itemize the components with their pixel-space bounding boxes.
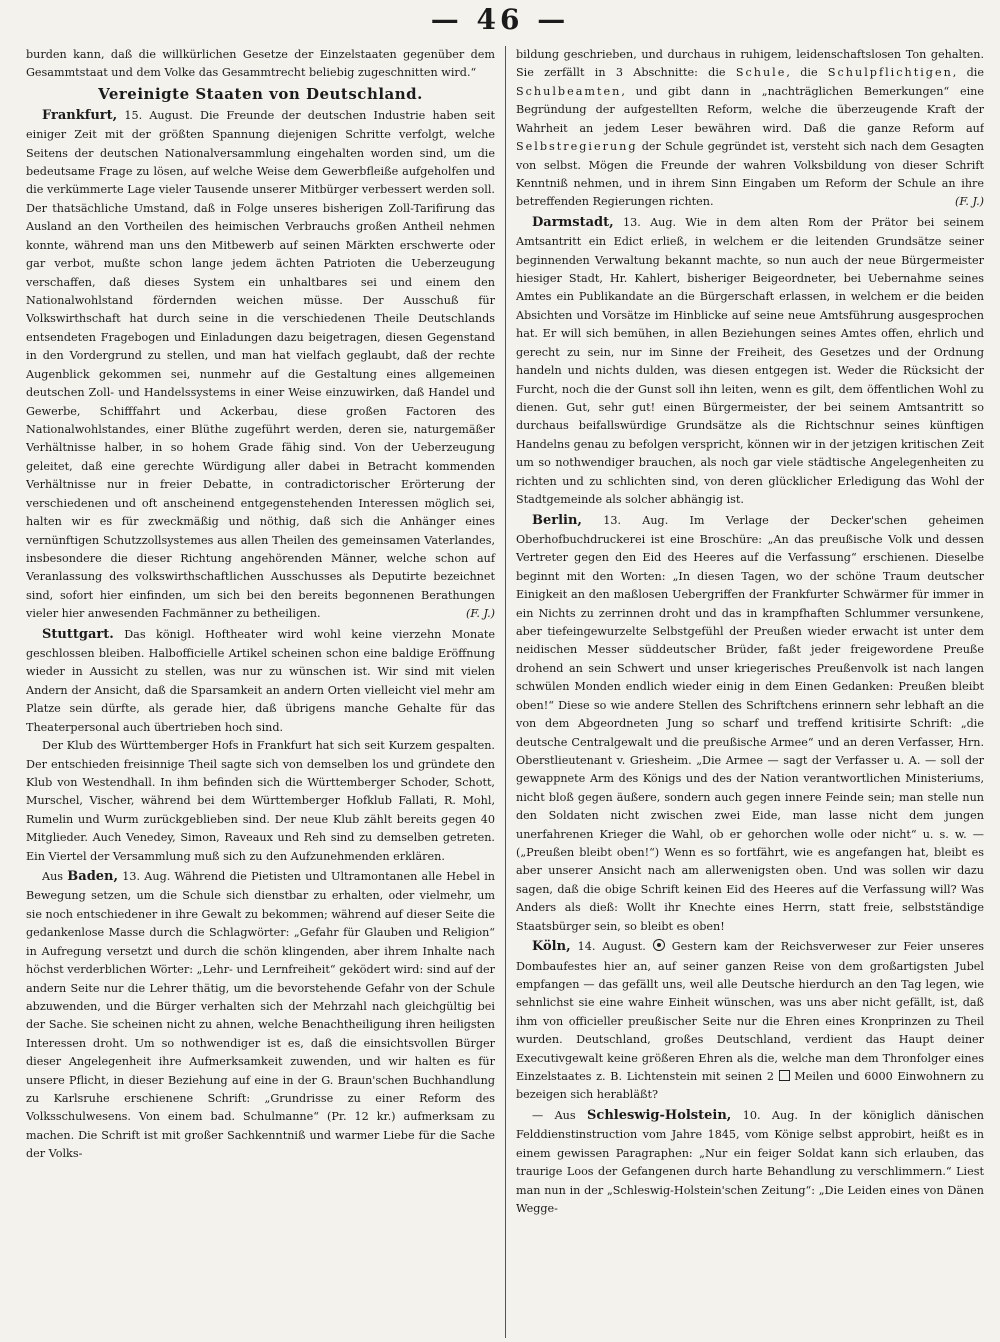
article-koeln (516, 936, 984, 1105)
dateline-place: Darmstadt, (532, 214, 614, 230)
article-baden (26, 866, 495, 1164)
emphasis: Selbstregierung (516, 140, 638, 154)
circle-dot-icon (653, 939, 665, 951)
square-mile-icon (779, 1070, 790, 1081)
article-klub: Der Klub des Württemberger Hofs in Frankfurt hat sich seit Kurzem gespalten. Der entschieden freisinnige Theil sagte sich von demselben los und gründete den Klub von Westendhall. In ihm befinden sich die Württemberger Schoder, Schott, Murschel, Vischer, während bei dem Württemberger Hofklub Fallati, R. Mohl, Rumelin und Wurm zurückgeblieben sind. Der neue Klub zählt bereits gegen 40 Mitglieder. Auch Venedey, Simon, Raveaux und Reh sind zu demselben getreten. Ein Viertel der Versammlung muß sich zu den Aufzunehmenden erklären. (26, 739, 495, 863)
article-continuation: burden kann, daß die willkürlichen Gesetze der Einzelstaaten gegenüber dem Gesammtstaat und dem Volke das Gesammtrecht beliebig zugeschnitten wird.“ (26, 48, 495, 80)
emphasis: Schule (735, 66, 787, 80)
article-berlin (516, 510, 984, 937)
article-text: 10. Aug. In der königlich dänischen Felddienstinstruction vom Jahre 1845, vom Könige selbst approbirt, heißt es in einem gewissen Paragraphen: „Nur ein feiger Soldat kann sich erlauben, das traurige Loos der Gefangenen durch harte Behandlung zu verschlimmern.“ Liest man nun in der „Schleswig-Holstein'schen Zeitung“: „Die Leiden eines von Dänen Wegge- (516, 1108, 984, 1215)
dateline-place: Baden, (67, 869, 119, 885)
article-text: 13. Aug. Im Verlage der Decker'schen geheimen Oberhofbuchdruckerei ist eine Broschüre: „An das preußische Volk und dessen Vertreter gegen den Eid des Heeres auf die Verfassung“ erschienen. Dieselbe beginnt mit den Worten: „In diesen Tagen, wo der schöne Traum deutscher Einigkeit an den maßlosen Uebergriffen der Frankfurter Schwärmer für immer in ein Nichts zu zerrinnen droht und das in krampfhaften Schlummer versunkene, aber tiefeingewurzelte Selbstgefühl der Preußen wieder erwacht ist unter dem neidischen Messer süddeutscher Brüder, faßt jeder freigewordene Preuße drohend an sein Schwert und unser kriegerisches Preußenvolk ist nach langen schwülen Monden endlich wieder einig in dem Einen Gedanken: Preußen bleibt oben!“ Diese so wie andere Stellen des Schriftchens erinnern sehr lebhaft an die von dem Abgeordneten Jung so scharf und treffend kritisirte Schrift: „die deutsche Centralgewalt und die preußische Armee“ und an deren Verfasser, Hrn. Oberstlieutenant v. Griesheim. „Die Armee — sagt der Verfasser u. A. — soll der gewappnete Arm des Königs und des der Nation verantwortlichen Ministeriums, nicht bloß gegen äußere, sondern auch gegen innere Feinde sein; man stelle nun den Soldaten nicht zwischen zwei Eide, man lasse nicht dem jungen unerfahrenen Krieger die Wahl, ob er gehorchen wolle oder nicht“ u. s. w. — („Preußen bleibt oben!“) Wenn es so fortfährt, wie es angefangen hat, bleibt es aber unserer Ansicht nach am allerwenigsten oben. Und was sollen wir dazu sagen, daß die obige Schrift keinen Eid des Heeres auf die Verfassung will? Was Anders als dieß: Wollt ihr Knechte eines Herrn, statt freie, selbstständige Staatsbürger sein, so bleibt es oben! (516, 513, 984, 933)
emphasis: Schulpflichtigen (827, 66, 953, 80)
dateline-lead: Aus (42, 870, 68, 884)
article-text: Das königl. Hoftheater wird wohl keine vierzehn Monate geschlossen bleiben. Halbofficielle Artikel scheinen schon eine baldige Eröffnung wieder in Aussicht zu stellen, was nur zu wünschen ist. Wir sind mit vielen Andern der Ansicht, daß die Sparsamkeit an andern Orten vielleicht viel mehr am Platze sein dürfte, als gerade hier, daß übrigens manche Gehalte für das Theaterpersonal auch übertrieben hoch sind. (26, 627, 495, 734)
left-column (26, 46, 505, 1338)
article-text: 13. Aug. Während die Pietisten und Ultramontanen alle Hebel in Bewegung setzen, um die Schule sich dienstbar zu erhalten, oder vielmehr, um sie noch entschiedener in ihre Gewalt zu bekommen; während auf dieser Seite die gedankenlose Masse durch die Schlagwörter: „Gefahr für Glauben und Religion“ in Aufregung versetzt und durch die schön klingenden, aber ihrem Inhalte nach höchst verderblichen Wörter: „Lehr- und Lernfreiheit“ geködert wird: sind auf der andern Seite nur die Lehrer thätig, um die bevorstehende Gefahr von der Schule abzuwenden, und die Bürger verhalten sich der Mehrzahl nach gleichgültig bei der Sache. Sie scheinen nicht zu ahnen, welche Benachtheiligung ihren heiligsten Interessen droht. Um so nothwendiger ist es, daß die einsichtsvollen Bürger dieser Angelegenheit ihre Aufmerksamkeit zuwenden, und wir halten es für unsere Pflicht, in dieser Beziehung auf eine in der G. Braun'schen Buchhandlung zu Karlsruhe erschienene Schrift: „Grundrisse zu einer Reform des Volksschulwesens. Von einem bad. Schulmanne“ (Pr. 12 kr.) aufmerksam zu machen. Die Schrift ist mit großer Sachkenntniß und warmer Liebe für die Sache der Volks- (26, 870, 495, 1161)
dateline-place: Schleswig-Holstein, (587, 1107, 732, 1123)
article-frankfurt (26, 105, 495, 624)
text-run: , die (786, 66, 828, 80)
dateline-date: 14. August. (570, 940, 653, 954)
article-text: 15. August. Die Freunde der deutschen Industrie haben seit einiger Zeit mit der größten Spannung diejenigen Schritte verfolgt, welche Seitens der deutschen Nationalversammlung eingehalten worden sind, um die bedeutsame Frage zu lösen, auf welche Weise dem Gewerbfleiße aufgeholfen und die verkümmerte Lage vieler Tausende unserer Mitbürger verbessert werden soll. Der thatsächliche Umstand, daß in Folge unseres bisherigen Zoll-Tarifirung das Ausland an den Vortheilen des heimischen Verbrauchs großen Antheil nehmen konnte, während man uns den Mitbewerb auf seinen Märkten erschwerte oder gar verbot, mußte schon lange jedem ächten Patrioten die Ueberzeugung verschaffen, daß dieses System ein unhaltbares sei und einem den Nationalwohlstand fördernden weichen müsse. Der Ausschuß für Volkswirthschaft hat durch seine in die verschiedenen Theile Deutschlands entsendeten Fragebogen und Einladungen dazu beigetragen, diesen Gegenstand in den Vordergrund zu stellen, und man hat vielfach geglaubt, daß der rechte Augenblick gekommen sei, nunmehr auf die Gestaltung eines allgemeinen deutschen Zoll- und Handelssystems in einer Weise einzuwirken, daß Handel und Gewerbe, Schifffahrt und Ackerbau, diese großen Factoren des Nationalwohlstandes, einer Blüthe zugeführt werden, deren sie, naturgemäßer Verhältnisse halber, in so hohem Grade fähig sind. Von der Ueberzeugung geleitet, daß eine gerechte Würdigung aller dabei in Betracht kommenden Verhältnisse nur in freier Debatte, in contradictorischer Erörterung der verschiedenen und oft anscheinend entgegenstehenden Interessen möglich sei, halten wir es für zweckmäßig und nöthig, daß sich die Anhänger eines vernünftigen Schutzzollsystemes aus allen Theilen des gemeinsamen Vaterlandes, insbesondere die dieser Richtung angehörenden Männer, welche schon auf Veranlassung des volkswirthschaftlichen Ausschusses als Deputirte bezeichnet sind, sofort hier einfinden, um sich bei den bereits begonnenen Berathungen vieler hier anwesenden Fachmänner zu betheiligen. (26, 108, 495, 621)
article-schleswig (516, 1105, 984, 1218)
page-number: — 46 — (430, 3, 570, 36)
article-text: 13. Aug. Wie in dem alten Rom der Prätor bei seinem Amtsantritt ein Edict erließ, in welchem er die leitenden Grundsätze seiner beginnenden Verwaltung bekannt machte, so nun auch der neue Bürgermeister hiesiger Stadt, Hr. Kahlert, bisheriger Beigeordneter, bei Uebernahme seines Amtes ein Publikandate an die Bürgerschaft erlassen, in welchem er die beiden Absichten und Vorsätze im Hinblicke auf seine neue Amtsführung ausgesprochen hat. Er will sich bemühen, in allen Beziehungen seines Amtes offen, ehrlich und gerecht zu sein, nur im Sinne der Freiheit, des Gesetzes und der Ordnung handeln und nichts dulden, was diesen entgegen ist. Weder die Rücksicht der Furcht, noch die der Gunst soll ihn leiten, wenn es gilt, dem öffentlichen Wohl zu dienen. Gut, sehr gut! einen Bürgermeister, der bei seinem Amtsantritt so durchaus beifallswürdige Grundsätze als die Richtschnur seines künftigen Handelns genau zu befolgen verspricht, können wir in der jetzigen kritischen Zeit um so nothwendiger brauchen, als noch gar viele städtische Angelegenheiten zu richten und zu schlichten sind, von deren glücklicher Erledigung das Wohl der Stadtgemeinde als solcher abhängig ist. (516, 215, 984, 507)
text-run: der Schule gegründet ist, versteht sich nach dem Gesagten von selbst. Mögen die Freunde der wahren Volksbildung von dieser Schrift Kenntniß nehmen, und in ihrem Sinn Eingaben um Reform der Schule an ihre betreffenden Regierungen richten. (516, 140, 984, 209)
columns (26, 46, 984, 1338)
section-heading: Vereinigte Staaten von Deutschland. (98, 84, 423, 103)
article-stuttgart (26, 624, 495, 737)
emphasis: Schulbeamten (516, 84, 622, 98)
text-run: bildung geschrieben, und durchaus in ruhigem, leidenschaftslosen Ton gehalten. Sie zerfällt in 3 Abschnitte: die (516, 48, 984, 80)
text-run: , und gibt dann in „nachträglichen Bemerkungen“ eine Begründung der aufgestellten Reform, welche die überzeugende Kraft der Wahrheit an jedem Leser bewähren wird. Daß die ganze Reform auf (516, 84, 984, 135)
text-run: , die (952, 66, 984, 80)
article-signature: (F. J.) (954, 195, 984, 209)
dateline-lead: — Aus (532, 1108, 588, 1122)
article-text: Gestern kam der Reichsverweser zur Feier unseres Dombaufestes hier an, auf seiner ganzen Reise von dem großartigsten Jubel empfangen — das gefällt uns, weil alle Deutsche hierdurch an den Tag legen, wie sehnlichst sie eine wahre Einheit wünschen, was uns aber nicht gefällt, ist, daß ihm von officieller preußischer Seite nur die Ehren eines Kronprinzen zu Theil wurden. Deutschland, großes Deutschland, verdient das Haupt deiner Executivgewalt keine größeren Ehren als die, welche man dem Thronfolger eines Einzelstaates z. B. Lichtenstein mit seinen 2 (516, 940, 984, 1084)
right-column (505, 46, 984, 1338)
article-darmstadt (516, 212, 984, 510)
article-continuation (516, 46, 984, 212)
dateline-place: Berlin, (532, 512, 582, 528)
dateline-place: Köln, (532, 939, 571, 955)
article-signature: (F. J.) (465, 607, 495, 621)
article-text: Meilen und 6000 Einwohnern zu bezeigen sich herabläßt? (516, 1070, 984, 1102)
dateline-place: Stuttgart. (42, 626, 114, 642)
dateline-place: Frankfurt, (42, 107, 118, 123)
